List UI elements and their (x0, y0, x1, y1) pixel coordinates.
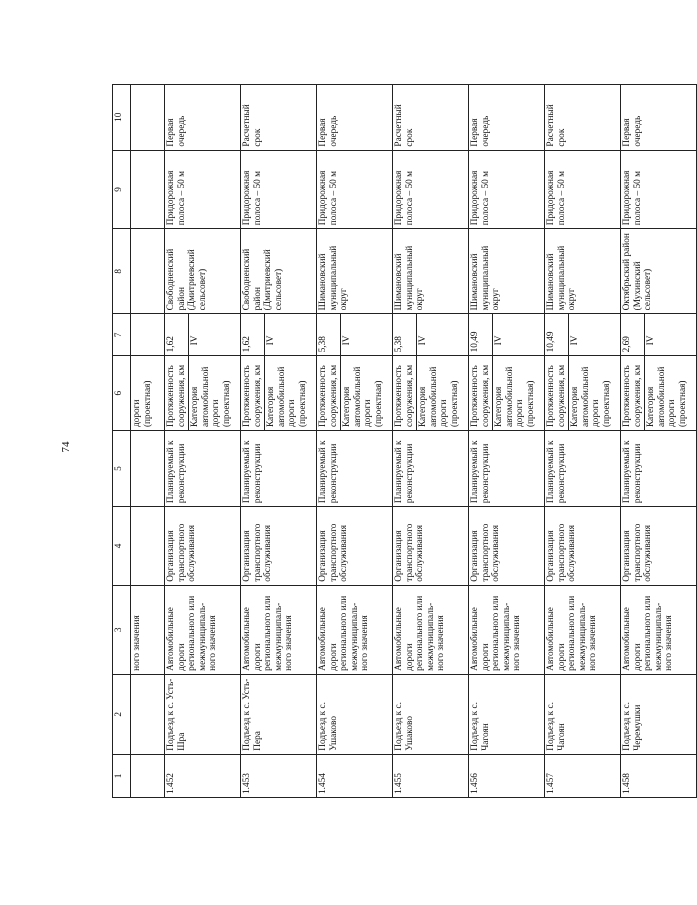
col-header: 6 (113, 356, 131, 431)
cell-number: 1.456 (469, 754, 545, 797)
cell-status: Планируемый к реконструкции (317, 431, 393, 507)
cell-location: Свободненский район (Дмитриевский сельсовет) (241, 229, 317, 314)
cell-type: Автомобильные дороги регионального или межмуниципаль-ного значения (393, 585, 469, 674)
cell-number: 1.453 (241, 754, 317, 797)
table-row (393, 85, 417, 798)
cell-name: Подъезд к с. Чагоян (545, 674, 621, 754)
col-header: 2 (113, 674, 131, 754)
cell-value-category: IV (341, 314, 393, 356)
cell-status: Планируемый к реконструкции (393, 431, 469, 507)
cell-char-category: Категория автомобильной дороги (проектная) (265, 356, 317, 431)
col-header: 8 (113, 229, 131, 314)
cell-purpose: Организация транспортного обслуживания (241, 507, 317, 586)
cell-value-category: IV (645, 314, 697, 356)
col-header: 7 (113, 314, 131, 356)
cell-period: Расчетный срок (545, 85, 621, 151)
cell-value-category: IV (493, 314, 545, 356)
table-row (165, 85, 189, 798)
cell-zone: Придорожная полоса – 50 м (393, 150, 469, 229)
cell-zone: Придорожная полоса – 50 м (165, 150, 241, 229)
cell-type: Автомобильные дороги регионального или межмуниципаль-ного значения (241, 585, 317, 674)
cell-type: Автомобильные дороги регионального или межмуниципаль-ного значения (165, 585, 241, 674)
table-row (241, 85, 265, 798)
cell-char-length: Протяженность сооружения, км (621, 356, 645, 431)
cell-purpose: Организация транспортного обслуживания (469, 507, 545, 586)
cell-location: Шимановский муниципальный округ (545, 229, 621, 314)
cell (131, 674, 165, 754)
cell-zone: Придорожная полоса – 50 м (545, 150, 621, 229)
cell-name: Подъезд к с. Черемушки (621, 674, 697, 754)
cell-char-category: Категория автомобильной дороги (проектная) (417, 356, 469, 431)
cell-purpose: Организация транспортного обслуживания (393, 507, 469, 586)
cell-purpose: Организация транспортного обслуживания (317, 507, 393, 586)
cell-char-length: Протяженность сооружения, км (545, 356, 569, 431)
cell-char-category: Категория автомобильной дороги (проектная) (493, 356, 545, 431)
cell-type: Автомобильные дороги регионального или межмуниципаль-ного значения (317, 585, 393, 674)
cell-status: Планируемый к реконструкции (621, 431, 697, 507)
cell-value-length: 5,38 (393, 314, 417, 356)
col-header: 4 (113, 507, 131, 586)
cell-char-length: Протяженность сооружения, км (165, 356, 189, 431)
cell-char-category: Категория автомобильной дороги (проектная) (645, 356, 697, 431)
cell-period: Расчетный срок (241, 85, 317, 151)
cell-status: Планируемый к реконструкции (165, 431, 241, 507)
rotated-table-container (112, 84, 688, 798)
table-row (317, 85, 341, 798)
table-row (621, 85, 645, 798)
cell-zone: Придорожная полоса – 50 м (317, 150, 393, 229)
table-row (469, 85, 493, 798)
cell-value-category: IV (417, 314, 469, 356)
cell (131, 85, 165, 151)
cell-purpose: Организация транспортного обслуживания (545, 507, 621, 586)
cell-name: Подъезд к с. Ушаково (393, 674, 469, 754)
cell (131, 754, 165, 797)
cell-location: Октябрьский район (Мухинский сельсовет) (621, 229, 697, 314)
cell-value-category: IV (189, 314, 241, 356)
objects-table (112, 84, 697, 798)
header-row (113, 85, 131, 798)
cell-location: Свободненский район (Дмитриевский сельсовет) (165, 229, 241, 314)
cell-char-length: Протяженность сооружения, км (241, 356, 265, 431)
cell-char-category: Категория автомобильной дороги (проектная) (341, 356, 393, 431)
col-header: 1 (113, 754, 131, 797)
cell-name: Подъезд к с. Чагоян (469, 674, 545, 754)
cell (131, 150, 165, 229)
cell-value-length: 2,69 (621, 314, 645, 356)
cell-char-category: Категория автомобильной дороги (проектная) (569, 356, 621, 431)
cell-type: Автомобильные дороги регионального или межмуниципаль-ного значения (545, 585, 621, 674)
cell-type-cont: ного значения (131, 585, 165, 674)
cell-char-cont: дороги (проектная) (131, 356, 165, 431)
col-header: 10 (113, 85, 131, 151)
cell-zone: Придорожная полоса – 50 м (469, 150, 545, 229)
cell-number: 1.458 (621, 754, 697, 797)
cell-purpose: Организация транспортного обслуживания (165, 507, 241, 586)
col-header: 3 (113, 585, 131, 674)
cell-location: Шимановский муниципальный округ (469, 229, 545, 314)
cell-location: Шимановский муниципальный округ (393, 229, 469, 314)
cell-value-length: 5,38 (317, 314, 341, 356)
cell-period: Первая очередь (621, 85, 697, 151)
cell-type: Автомобильные дороги регионального или межмуниципаль-ного значения (469, 585, 545, 674)
cell-period: Первая очередь (469, 85, 545, 151)
cell-zone: Придорожная полоса – 50 м (621, 150, 697, 229)
rows-body (165, 85, 697, 798)
cell-status: Планируемый к реконструкции (545, 431, 621, 507)
cell-name: Подъезд к с. Усть-Шра (165, 674, 241, 754)
page-number: 74 (60, 441, 72, 453)
cell-char-length: Протяженность сооружения, км (317, 356, 341, 431)
cell-value-length: 10,49 (545, 314, 569, 356)
cell-location: Шимановский муниципальный округ (317, 229, 393, 314)
cell-zone: Придорожная полоса – 50 м (241, 150, 317, 229)
cell-char-length: Протяженность сооружения, км (393, 356, 417, 431)
cell-number: 1.455 (393, 754, 469, 797)
cell-status: Планируемый к реконструкции (241, 431, 317, 507)
cell-status: Планируемый к реконструкции (469, 431, 545, 507)
cell-period: Расчетный срок (393, 85, 469, 151)
cell-value-category: IV (265, 314, 317, 356)
cell-value-category: IV (569, 314, 621, 356)
cell-name: Подъезд к с. Ушаково (317, 674, 393, 754)
cell-type: Автомобильные дороги регионального или межмуниципаль-ного значения (621, 585, 697, 674)
cell (131, 229, 165, 314)
cell-number: 1.452 (165, 754, 241, 797)
cell-period: Первая очередь (317, 85, 393, 151)
cell (131, 314, 165, 356)
cell-char-category: Категория автомобильной дороги (проектная) (189, 356, 241, 431)
cell-name: Подъезд к с. Усть-Пера (241, 674, 317, 754)
cell (131, 431, 165, 507)
cell (131, 507, 165, 586)
col-header: 9 (113, 150, 131, 229)
col-header: 5 (113, 431, 131, 507)
cell-char-length: Протяженность сооружения, км (469, 356, 493, 431)
cell-value-length: 1,62 (165, 314, 189, 356)
cell-number: 1.457 (545, 754, 621, 797)
cell-value-length: 1,62 (241, 314, 265, 356)
cell-number: 1.454 (317, 754, 393, 797)
cell-period: Первая очередь (165, 85, 241, 151)
continuation-row (131, 85, 165, 798)
cell-purpose: Организация транспортного обслуживания (621, 507, 697, 586)
table-row (545, 85, 569, 798)
cell-value-length: 10,49 (469, 314, 493, 356)
